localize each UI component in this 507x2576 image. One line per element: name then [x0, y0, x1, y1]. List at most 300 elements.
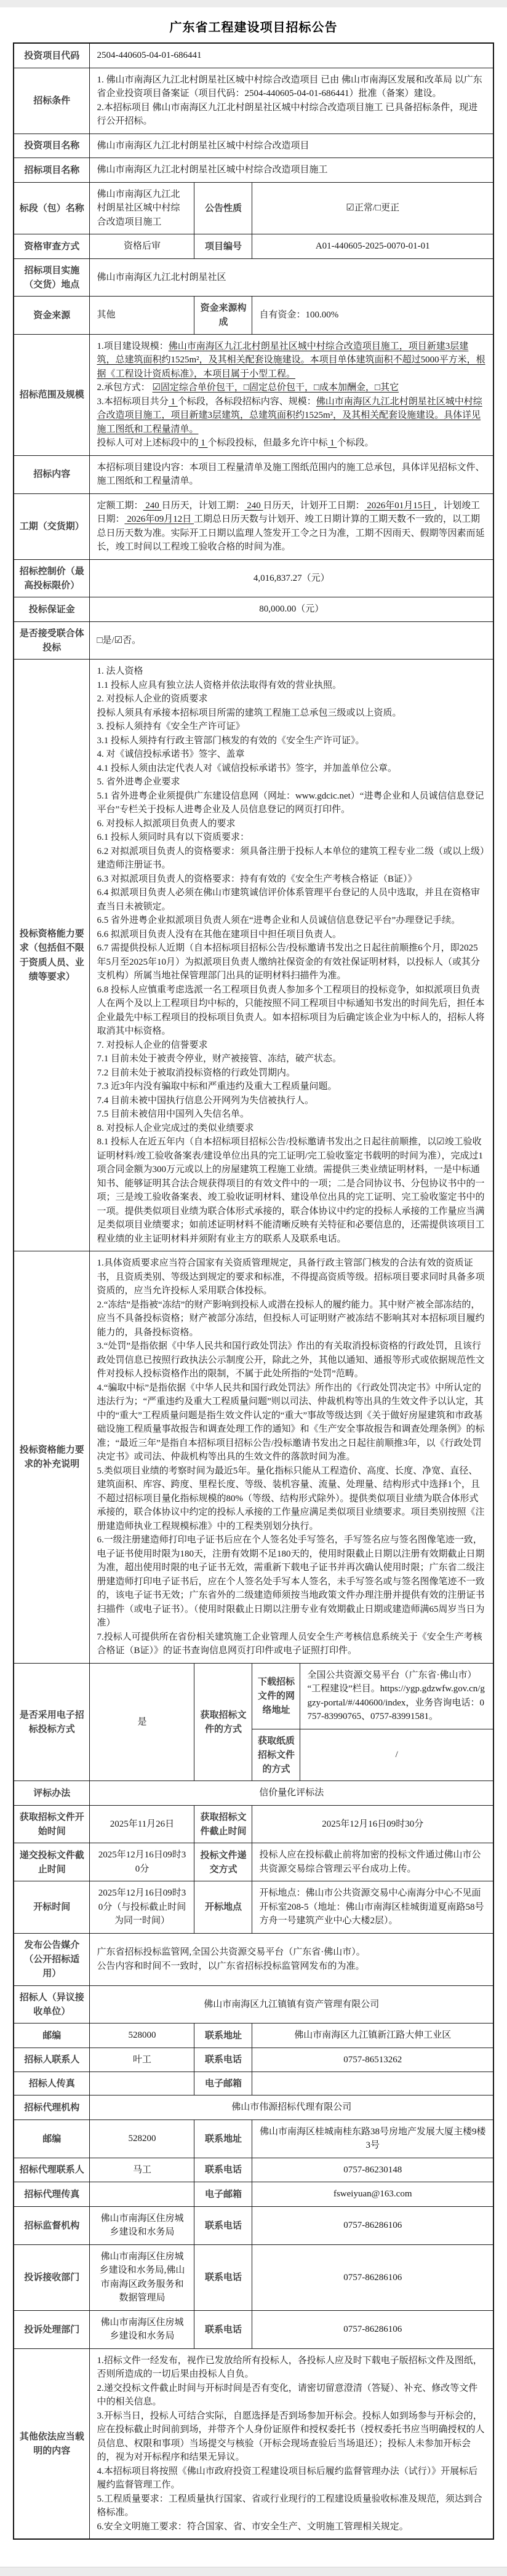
row-tenderer-postcode-value [90, 2024, 194, 2048]
row-tender-scope-scale-value [90, 334, 493, 455]
row-fund-source [14, 297, 493, 335]
paragraph [97, 1135, 486, 1246]
row-qualification-supplementary-notes-label: 投标资格能力要求的补充说明 [14, 1251, 90, 1664]
row-complaint-handling-dept-value [90, 2310, 194, 2348]
paragraph [97, 381, 486, 395]
paragraph [97, 1464, 486, 1534]
row-tender-agency [14, 2095, 493, 2120]
paragraph [97, 679, 486, 693]
row-bid-bond-label: 投标保证金 [14, 597, 90, 622]
text-run: 投标人须具有承接本招标项目所需的建筑工程施工总承包三级或以上资质。 [97, 708, 402, 718]
text-run: 2025年11月26日 [110, 1819, 175, 1829]
text-run: 6.7 需提供投标人近期（自本招标项目招标公告/投标邀请书发出之日起往前顺推6个月，即2025年5月至2025年10月）为拟派项目负责人缴纳社保资金的有效社保证明材料，以投标人（或其分支机构）所属当地社保管理部门出具的证明材料扫描件为准。 [97, 943, 480, 981]
paper-documents-label: 获取纸质招标文件的方式 [252, 1729, 300, 1781]
complaint-handling-phone-value [252, 2310, 493, 2348]
text-run: 2.递交投标文件截止时间与开标时间是否有变化，请密切留意澄清（答疑）、补充、修改等文件中的相关信息。 [97, 2383, 478, 2407]
text-run: 1.1 投标人应具有独立法人资格并依法取得有效的营业执照。 [97, 680, 341, 690]
text-run: 6.6 拟派项目负责人没有在其他在建项目中担任项目负责人。 [97, 929, 341, 939]
text-run: 全国公共资源交易平台（广东省·佛山市）“工程建设”栏目。https://ygp.gdzwfw.gov.cn/ggzy-portal/#/440600/index，业务咨询电话：0757-83990765、0757-83991581。 [307, 1670, 485, 1721]
page-bottom-strip [0, 2567, 507, 2576]
row-complaint-handling-dept [14, 2310, 493, 2348]
row-bid-bond [14, 597, 493, 622]
project-number-value [252, 234, 493, 259]
row-investment-project-code-label: 投资项目代码 [14, 43, 90, 68]
row-evaluation-method-value [90, 1781, 493, 1806]
text-run: 0757-86513262 [343, 2054, 402, 2065]
announcement-nature-value [252, 182, 493, 234]
row-implementation-location-value [90, 258, 493, 297]
row-bid-opening-time-label: 开标时间 [14, 1881, 90, 1934]
announcement-table [13, 42, 494, 2540]
text-run: 6.安全文明施工要求：符合国家、省、市安全生产、文明施工管理相关规定。 [97, 2521, 409, 2532]
paragraph [259, 239, 486, 253]
row-bid-submission-deadline-value [90, 1843, 194, 1881]
row-tender-agency-label: 招标代理机构 [14, 2095, 90, 2120]
text-run: 佛山市南海区九江镇新江路大伸工业区 [294, 2030, 452, 2040]
paragraph [97, 1080, 486, 1094]
text-run: / [395, 1750, 398, 1760]
row-tender-scope-scale-label: 招标范围及规模 [14, 334, 90, 455]
row-tender-agency-value [90, 2095, 493, 2120]
row-qualification-review-method [14, 234, 493, 259]
row-tenderer-contact-label: 招标人联系人 [14, 2048, 90, 2072]
text-run: □是/☑否。 [97, 635, 142, 645]
text-run: 信价量化评标法 [259, 1788, 324, 1798]
text-run: 佛山市南海区桂城南桂东路38号房地产发展大厦主楼9楼3号 [259, 2126, 486, 2151]
paragraph [97, 1256, 486, 1298]
paragraph [97, 1630, 486, 1658]
text-run: 1. 法人资格 [97, 666, 143, 676]
paragraph [307, 1748, 486, 1762]
row-electronic-bidding-label: 是否采用电子招标投标方式 [14, 1663, 90, 1781]
text-run: 4. 对《诚信投标承诺书》签字、盖章 [97, 749, 245, 759]
paragraph [97, 886, 486, 914]
paragraph [97, 239, 187, 253]
paragraph [97, 941, 486, 983]
paragraph [259, 2163, 486, 2177]
row-announcement-media-value [90, 1933, 493, 1985]
row-tender-control-price-label: 招标控制价（最高投标限价） [14, 559, 90, 597]
text-run: 工期总日历天数与计划开、竣工日期计算的工期天数不一致的，以工期总日历天数为准。实际开工日期以监理人签发开工令之日为准，工期不因雨天、假期等因素而延长，竣工时间以工程竣工验收合格的时间为准。 [97, 514, 485, 552]
paragraph [97, 789, 486, 817]
text-run: 2.本招标项目 佛山市南海区九江北村朗星社区城中村综合改造项目施工 已具备招标条件，现进行公开招标。 [97, 102, 478, 126]
row-tenderer-postcode-label: 邮编 [14, 2024, 90, 2048]
row-tenderer-contact-value [90, 2048, 194, 2072]
row-tender-conditions-label: 招标条件 [14, 68, 90, 134]
paragraph [97, 2492, 486, 2520]
tenderer-address-label: 联系地址 [194, 2024, 252, 2048]
tenderer-email-value [252, 2072, 493, 2095]
paragraph [97, 1945, 486, 1960]
text-run: 6.一级注册建造师打印电子证书后应在个人签名处手写签名，手写签名应与签名图像笔迹一致，电子证书使用时限为180天，注册有效期不足180天的，使用时限截止日期以注册有效期截止日期为准，超出使用时限的电子证书无效，需重新下载电子证书并再次确认使用时限；广东省二级注册建造师打印电子证书后，应在个人签名处手写本人签名，未手写签名或与签名图像笔迹不一致的，该电子证书无效；广东省外的二级建造师须按当地政策文件办理注册并提供有效的注册证书扫描件（或电子证书）。（使用时限截止日期以注册专业有效期截止日期或建造师满65周岁当日为准） [97, 1535, 485, 1628]
paragraph [97, 1122, 486, 1136]
obtain-documents-method-label: 获取招标文件的方式 [194, 1663, 252, 1781]
fund-composition-label: 资金来源构成 [194, 297, 252, 335]
row-tenderer-fax-label: 招标人传真 [14, 2072, 90, 2095]
row-tender-scope-scale [14, 334, 493, 455]
paragraph [259, 1886, 486, 1928]
opening-location-label: 开标地点 [194, 1881, 252, 1934]
row-construction-period-label: 工期（交货期） [14, 493, 90, 559]
underlined-text-run: 1 [168, 396, 178, 407]
row-section-package-name-label: 标段（包）名称 [14, 182, 90, 234]
text-run: 4.本招标项目将按照《佛山市政府投资工程建设项目标后履约监督管理办法（试行）》开展标后履约监督管理工作。 [97, 2466, 478, 2490]
row-complaint-receiving-dept [14, 2244, 493, 2310]
underlined-text-run: 1 [327, 438, 337, 448]
text-run: 佛山市南海区住房城乡建设和水务局 [100, 2213, 184, 2238]
text-run: 4.1 投标人须由法定代表人对《诚信投标承诺书》签字，并加盖单位公章。 [97, 763, 397, 773]
row-fund-source-label: 资金来源 [14, 297, 90, 335]
text-run: 6.1 投标人须同时具有以下资质要求： [97, 832, 249, 842]
tenderer-address-value [252, 2024, 493, 2048]
text-run: 叶工 [132, 2054, 151, 2065]
paragraph [97, 2520, 486, 2534]
paragraph [97, 49, 486, 63]
text-run: 1.项目建设规模： [97, 341, 169, 351]
complaint-receiving-phone-label: 联系电话 [194, 2244, 252, 2310]
paragraph [97, 163, 486, 177]
underlined-text-run: ☑固定综合单价包干，□固定总价包干，□成本加酬金，□其它 [152, 383, 399, 393]
paragraph [97, 817, 486, 831]
table-body [14, 43, 493, 2539]
paragraph [259, 308, 486, 322]
paragraph [97, 73, 486, 101]
row-tender-control-price-value [90, 559, 493, 597]
row-qualification-review-method-value [90, 234, 194, 259]
underlined-text-run: 佛山市南海区九江北村朗星社区城中村综合改造项目施工，项目新建3层建筑，总建筑面积约1525m²，及其相关配套设施建设。具体详见施工图纸和工程量清单。 [97, 396, 482, 434]
download-url-value [300, 1663, 493, 1729]
paragraph [97, 2354, 486, 2382]
obtain-deadline-value [252, 1805, 493, 1843]
text-run: 3.开标当日，投标人可结合实际，自愿选择是否到场参加开标会。投标人如到场参与开标会的，应在投标截止时间前到场，并带齐个人身份证原件和授权委托书（授权委托书应当明确授权的人员信息、权限和事项）当场提交与核验（开标会现场查验后当场退还）；投标人未参加开标会的，视为对开标程序和结果无异议。 [97, 2411, 485, 2463]
row-agency-contact-label: 招标代理联系人 [14, 2158, 90, 2182]
paragraph [97, 271, 486, 285]
row-announcement-media [14, 1933, 493, 1985]
row-bidder-qualification-requirements [14, 660, 493, 1251]
text-run: 6. 对投标人拟派项目负责人的要求 [97, 818, 236, 829]
text-run: 4,016,837.27（元） [253, 573, 330, 583]
row-document-obtain-time [14, 1805, 493, 1843]
paragraph [259, 1817, 486, 1832]
paragraph [97, 139, 486, 153]
text-run: 2504-440605-04-01-686441 [97, 50, 202, 60]
text-run: 自有资金：100.00% [259, 310, 339, 320]
underlined-text-run: 2026年09月12日 [124, 514, 194, 524]
row-implementation-location-label: 招标项目实施（交货）地点 [14, 258, 90, 297]
paragraph [97, 2053, 187, 2067]
row-tender-project-name-label: 招标项目名称 [14, 158, 90, 183]
row-qualification-review-method-label: 资格审查方式 [14, 234, 90, 259]
paragraph [97, 720, 486, 734]
paragraph [97, 1107, 486, 1122]
agency-phone-label: 联系电话 [194, 2158, 252, 2182]
text-run: 7. 对投标人企业的信誉要求 [97, 1040, 208, 1050]
text-run: 528200 [128, 2134, 156, 2143]
text-run: 2025年12月16日09时30分 [98, 1850, 186, 1874]
paragraph [97, 1960, 486, 1974]
row-consortium-bidding-value [90, 621, 493, 660]
paragraph [97, 748, 486, 762]
row-bid-opening-time [14, 1881, 493, 1934]
paragraph [97, 1066, 486, 1080]
underlined-text-run: 佛山市南海区九江北村朗星社区城中村综合改造项目施工，项目新建3层建筑，总建筑面积约1525m²，及其相关配套设施建设。本项目单体建筑面积不超过5000平方米，根据《工程设计资质标准》，本项目属于小型工程。 [97, 341, 485, 379]
paragraph [97, 461, 486, 488]
row-investment-project-code-value [90, 43, 493, 68]
row-complaint-receiving-dept-label: 投诉接收部门 [14, 2244, 90, 2310]
text-run: 6.2 对拟派项目负责人的资格要求：须具备注册于投标人本单位的建筑工程专业二级（或以上级）建造师注册证书。 [97, 846, 485, 870]
row-tenderer-fax-value [90, 2072, 194, 2095]
text-run: 个标段，各标段招标内容、规模： [177, 396, 316, 407]
paragraph [97, 188, 187, 229]
row-construction-period-value [90, 493, 493, 559]
row-agency-fax-label: 招标代理传真 [14, 2182, 90, 2207]
paragraph [259, 2053, 486, 2067]
row-tender-content-value [90, 455, 493, 493]
paragraph [97, 1848, 187, 1876]
text-run: 日历天，计划开工日期： [263, 500, 365, 511]
obtain-deadline-label: 获取招标文件截止时间 [194, 1805, 252, 1843]
paragraph [97, 692, 486, 706]
underlined-text-run: 240 [244, 500, 263, 511]
text-run: 广东省招标投标监管网,全国公共资源交易平台（广东省·佛山市）。 [97, 1947, 365, 1958]
text-run: 公告内容和时间不一致时，以广东省招标投标监管网发布的为准。 [97, 1961, 365, 1971]
paragraph [97, 602, 486, 616]
row-section-package-name-value [90, 182, 194, 234]
page-title: 广东省工程建设项目招标公告 [169, 21, 338, 34]
paragraph [97, 1533, 486, 1630]
row-tender-content-label: 招标内容 [14, 455, 90, 493]
text-run: A01-440605-2025-0070-01-01 [315, 241, 430, 251]
text-run: 0757-86286106 [343, 2324, 402, 2334]
row-investment-project-name-label: 投资项目名称 [14, 134, 90, 158]
row-construction-period [14, 493, 493, 559]
row-announcement-media-label: 发布公告媒介（公开招标适用） [14, 1933, 90, 1985]
paragraph [97, 1886, 187, 1928]
row-evaluation-method [14, 1781, 493, 1806]
paragraph [97, 664, 486, 679]
text-run: 4.“骗取中标”是指依据《中华人民共和国行政处罚法》所作出的《行政处罚决定书》中所认定的违法行为；“严重违约及重大工程质量问题”则以司法、仲裁机构等出具的生效文件予以认定，其中的“重大”工程质量问题是指生效文件认定的“重大”事故等级达到《关于做好房屋建筑和市政基础设施工程质量事故报告和调查处理工作的通知》和《生产安全事故报告和调查处理条例》的标准；“最近三年”是指自本招标项目招标公告/投标邀请书发出之日起往前顺推3年，以《行政处罚决定书》或司法、仲裁机构等出具的生效文件的落款时间为准。 [97, 1382, 485, 1462]
paragraph [97, 983, 486, 1039]
text-run: 3.“处罚”是指依据《中华人民共和国行政处罚法》作出的有关取消投标资格的行政处罚，且该行政处罚信息已按照行政执法公示制度公开，除此之外，其他以通知、通报等形式或依据规范性文件对投标人投标资格作出的限制，不属于此处所指的“处罚”范畴。 [97, 1341, 485, 1379]
text-run: 7.1 目前未处于被责令停业，财产被接管、冻结，破产状态。 [97, 1054, 341, 1064]
paragraph [97, 101, 486, 129]
paragraph [97, 914, 486, 928]
text-run: 佛山市南海区住房城乡建设和水务局,佛山市南海区政务服务和数据管理局 [99, 2251, 185, 2303]
submission-method-label: 投标文件递交方式 [194, 1843, 252, 1881]
text-run: 0757-86286106 [343, 2272, 402, 2283]
text-run: 1.具体资质要求应当符合国家有关资质管理规定，具备行政主管部门核发的合法有效的资质证书，且资质类别、等级达到规定的要求和标准，不得提高资质等级。招标项目要求同时具备多项资质的，应当允许投标人采用联合体投标。 [97, 1258, 485, 1296]
fund-composition-value [252, 297, 493, 335]
paragraph [97, 2382, 486, 2409]
text-run: 2.承包方式： [97, 383, 153, 393]
paragraph [97, 572, 486, 586]
text-run: 7.4 目前未被中国执行信息公开网列为失信被执行人。 [97, 1095, 314, 1106]
row-tenderer-label: 招标人（异议接收单位） [14, 1985, 90, 2024]
text-run: 佛山市南海区九江北村朗星社区城中村综合改造项目施工 [97, 165, 328, 175]
row-consortium-bidding [14, 621, 493, 660]
row-agency-contact [14, 2158, 493, 2182]
text-run: 日历天，计划工期： [161, 500, 245, 511]
text-run: 6.5 省外进粤企业拟派项目负责人须在“进粤企业和人员诚信信息登记平台”办理登记手续。 [97, 915, 461, 925]
paragraph [97, 634, 486, 648]
row-agency-fax-value [90, 2182, 194, 2207]
row-tender-conditions [14, 68, 493, 134]
page-top-strip [0, 0, 507, 7]
row-other-required-content-value [90, 2348, 493, 2539]
complaint-handling-phone-label: 联系电话 [194, 2310, 252, 2348]
text-run: 528000 [128, 2030, 156, 2040]
paragraph [259, 2323, 486, 2337]
paragraph [97, 499, 486, 554]
row-other-required-content-label: 其他依法应当载明的内容 [14, 2348, 90, 2539]
text-run: 投标人可对上述标段中的 [97, 438, 199, 448]
row-tenderer-postcode [14, 2024, 493, 2048]
row-implementation-location [14, 258, 493, 297]
paragraph [97, 1381, 486, 1464]
row-other-required-content [14, 2348, 493, 2539]
paragraph [97, 2028, 187, 2043]
row-complaint-receiving-dept-value [90, 2244, 194, 2310]
paragraph [97, 762, 486, 776]
paragraph [97, 2212, 187, 2239]
row-tenderer-contact [14, 2048, 493, 2072]
paragraph [97, 831, 486, 845]
paragraph [259, 2271, 486, 2285]
text-run: 3. 投标人须持有《安全生产许可证》 [97, 722, 245, 732]
text-run: 8.1 投标人在近五年内（自本招标项目招标公告/投标邀请书发出之日起往前顺推，以☑竣工验收证明材料/竣工验收备案表/建设单位出具的完工证明/完工验收鉴定书载明的时间为准），完成过1项合同金额为300万元或以上的房屋建筑工程施工业绩。需提供三类业绩证明材料，一是中标通知书、能够证明其合法合规获得项目的有效文件中的一项；二是合同协议书、分包协议书中的一项；三是竣工验收备案表、竣工验收证明材料、建设单位出具的完工证明、完工验收鉴定书中的一项。提供类似项目业绩为联合体形式承接的，联合体协议中约定的投标人承接的工作量应当满足类似项目业绩要求；如前述证明材料不能清晰反映有关特征和必要信息的，还需提供该项目工程业绩的业主证明材料并须附有业主方的联系人及联系电话。 [97, 1137, 485, 1244]
agency-phone-value [252, 2158, 493, 2182]
row-qualification-supplementary-notes-value [90, 1251, 493, 1664]
paragraph [97, 2316, 187, 2343]
text-run: 7.5 目前未被信用中国列入失信名单。 [97, 1109, 249, 1119]
agency-email-value [252, 2182, 493, 2207]
opening-location-value [252, 1881, 493, 1934]
text-run: 佛山市南海区九江镇镇有资产管理有限公司 [204, 1999, 380, 2009]
paragraph [97, 928, 486, 942]
paragraph [97, 2100, 486, 2115]
paragraph [97, 436, 486, 450]
row-tender-conditions-value [90, 68, 493, 134]
paragraph [259, 2219, 486, 2233]
row-agency-contact-value [90, 2158, 194, 2182]
paragraph [259, 201, 486, 215]
row-evaluation-method-label: 评标办法 [14, 1781, 90, 1806]
paragraph [97, 2465, 486, 2492]
row-tender-project-name [14, 158, 493, 183]
supervision-phone-label: 联系电话 [194, 2206, 252, 2244]
row-tender-content [14, 455, 493, 493]
row-supervision-agency-value [90, 2206, 194, 2244]
text-run: 佛山市南海区九江北村朗星社区城中村综合改造项目施工 [97, 189, 180, 227]
row-investment-project-code [14, 43, 493, 68]
text-run: 7.2 目前未处于被取消投标资格的行政处罚期内。 [97, 1067, 295, 1078]
text-run: 7.投标人可提供所在省份相关建筑施工企业管理人员安全生产考核信息系统关于《安全生产考核合格证（B证）》的证书查询信息网页打印件或电子证照打印件。 [97, 1632, 482, 1656]
paragraph [97, 2132, 187, 2146]
supervision-phone-value [252, 2206, 493, 2244]
row-complaint-handling-dept-label: 投诉处理部门 [14, 2310, 90, 2348]
text-run: 8. 对投标人企业完成过的类似业绩要求 [97, 1123, 254, 1133]
paragraph [97, 1817, 187, 1832]
agency-address-value [252, 2119, 493, 2158]
text-run: 开标地点：佛山市公共资源交易中心南海分中心不见面开标室208-5（地址：佛山市南海区桂城街道夏南路58号方舟一号建筑产业中心大楼2层）。 [259, 1888, 484, 1926]
paragraph [97, 1786, 486, 1800]
text-run: 佛山市南海区住房城乡建设和水务局 [100, 2317, 184, 2342]
text-run: 3.本招标项目共分 [97, 396, 169, 407]
text-run: 5.1 省外进粤企业须提供广东建设信息网（网址：www.gdcic.net）“进粤企业和人员诚信信息登记平台”专栏关于投标人进粤企业及人员信息登记的网页打印件。 [97, 791, 484, 815]
paragraph [97, 1715, 187, 1729]
underlined-text-run: 2026年01月15日 [364, 500, 434, 511]
text-run: 0757-86286106 [343, 2220, 402, 2230]
underlined-text-run: 240 [143, 500, 162, 511]
tenderer-phone-value [252, 2048, 493, 2072]
paragraph [97, 2163, 187, 2177]
paper-documents-value [300, 1729, 493, 1781]
paragraph [259, 2125, 486, 2153]
row-section-package-name [14, 182, 493, 234]
agency-email-label: 电子邮箱 [194, 2182, 252, 2207]
text-run: 6.3 对拟派项目负责人的资格要求：持有有效的《安全生产考核合格证（B证）》 [97, 874, 417, 884]
text-run: 1. 佛山市南海区九江北村朗星社区城中村综合改造项目 已由 佛山市南海区发展和改革局 以广东省企业投资项目备案证（项目代码：2504-440605-04-01-686441）批准（备案）建设。 [97, 74, 482, 98]
tenderer-email-label: 电子邮箱 [194, 2072, 252, 2095]
paragraph [97, 1339, 486, 1381]
text-run: 2.“冻结”是指被“冻结”的财产影响到投标人或潜在投标人的履约能力。其中财产被全部冻结的，应当不具备投标资格；财产被部分冻结，但投标人可证明财产被冻结不影响其对本招标项目履约能力的，具备投标资格。 [97, 1299, 485, 1338]
row-supervision-agency-label: 招标监督机构 [14, 2206, 90, 2244]
paragraph [97, 308, 187, 322]
row-tender-control-price [14, 559, 493, 597]
tenderer-phone-label: 联系电话 [194, 2048, 252, 2072]
text-run: 5. 省外进粤企业要求 [97, 777, 180, 787]
tender-announcement-document [0, 7, 507, 2540]
text-run: 投标人应在投标截止前将加密的投标文件通过佛山市公共资源交易综合管理云平台成功上传。 [259, 1850, 481, 1874]
project-number-label: 项目编号 [194, 234, 252, 259]
text-run: 2. 对投标人企业的资质要求 [97, 694, 208, 704]
row-tender-project-name-value [90, 158, 493, 183]
paragraph [97, 734, 486, 748]
text-run: fsweiyuan@163.com [333, 2189, 412, 2199]
row-bid-submission-deadline [14, 1843, 493, 1881]
announcement-nature-label: 公告性质 [194, 182, 252, 234]
text-run: 定额工期： [97, 500, 143, 511]
row-agency-fax [14, 2182, 493, 2207]
text-run: 80,000.00（元） [259, 604, 324, 614]
paragraph [97, 2250, 187, 2305]
text-run: 2025年12月16日09时30分 [322, 1819, 424, 1829]
paragraph [259, 2028, 486, 2043]
row-bid-bond-value [90, 597, 493, 622]
paragraph [307, 1669, 486, 1724]
paragraph [97, 1039, 486, 1053]
complaint-receiving-phone-value [252, 2244, 493, 2310]
paragraph [97, 775, 486, 789]
text-run: 马工 [132, 2164, 151, 2175]
row-agency-postcode-value [90, 2119, 194, 2158]
row-consortium-bidding-label: 是否接受联合体投标 [14, 621, 90, 660]
text-run: 是 [137, 1717, 147, 1727]
text-run: 0757-86230148 [343, 2164, 402, 2175]
paragraph [97, 845, 486, 872]
text-run: 资格后审 [123, 241, 161, 251]
row-bidder-qualification-requirements-value [90, 660, 493, 1251]
row-tenderer [14, 1985, 493, 2024]
row-tenderer-fax [14, 2072, 493, 2095]
paragraph [97, 2409, 486, 2465]
download-url-label: 下载招标文件的网络地址 [252, 1663, 300, 1729]
row-investment-project-name-value [90, 134, 493, 158]
paragraph [97, 340, 486, 381]
paragraph [97, 706, 486, 720]
row-investment-project-name [14, 134, 493, 158]
text-run: 佛山市南海区九江北村朗星社区城中村综合改造项目 [97, 140, 309, 151]
